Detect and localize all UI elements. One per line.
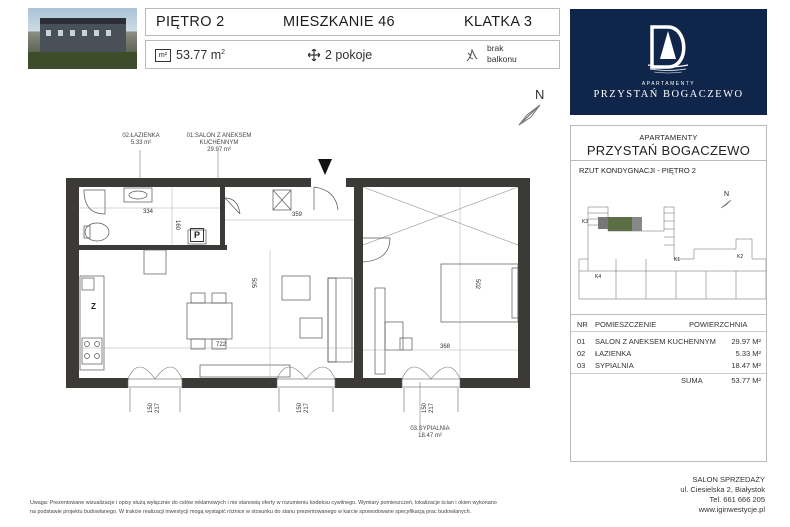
stove-letter: Z [91, 302, 96, 311]
mini-label-k2: K2 [737, 254, 744, 260]
sales-address: ul. Ciesielska 2, Białystok [680, 485, 765, 494]
table-header-room: POMIESZCZENIE [595, 320, 657, 329]
area-icon: m² [155, 49, 171, 62]
dim-bed-height: 502 [474, 278, 481, 290]
header-info-box [145, 40, 560, 69]
table-row-name: ŁAZIENKA [595, 349, 632, 358]
logo-large-text: PRZYSTAŃ BOGACZEWO [593, 89, 744, 100]
dim-bath-height: 160 [174, 219, 181, 231]
mini-compass-letter: N [724, 191, 730, 198]
panel-subtitle: RZUT KONDYGNACJI - PIĘTRO 2 [579, 166, 696, 175]
table-row-area: 5.33 M² [735, 349, 761, 358]
table-row-nr: 01 [577, 337, 586, 346]
balcony-line1: brak [487, 43, 504, 53]
hall-doors [225, 187, 390, 262]
table-header-area: POWIERZCHNIA [689, 320, 748, 329]
dim-bath-width: 334 [143, 209, 154, 215]
sales-title: SALON SPRZEDAŻY [692, 475, 765, 484]
window-shape [82, 30, 87, 36]
compass-arrow-icon [515, 103, 545, 129]
table-header-line [571, 331, 766, 332]
table-row-area: 18.47 M² [731, 361, 761, 370]
sales-phone: Tel. 661 666 205 [709, 495, 765, 504]
building-shape [40, 24, 126, 52]
area-value-text: 53.77 m [176, 48, 222, 62]
panel-divider [571, 160, 766, 161]
grass-shape [28, 52, 137, 69]
balcony-line2: balkonu [487, 54, 517, 64]
dim-win3-bottom: 217 [429, 402, 436, 414]
disclaimer [30, 499, 570, 517]
dim-win1-top: 150 [148, 402, 155, 414]
apartment-label: MIESZKANIE 46 [283, 14, 395, 30]
no-balcony-icon [464, 47, 480, 63]
brand-logo [570, 9, 767, 115]
table-row-name: SYPIALNIA [595, 361, 634, 370]
salon-label-name1: 01.SALON Z ANEKSEM [186, 133, 252, 139]
dim-win1-bottom: 217 [155, 402, 162, 414]
sales-website[interactable]: www.iginwestycje.pl [698, 505, 765, 514]
logo-small-text: APARTAMENTY [641, 81, 696, 87]
panel-brand-small: APARTAMENTY [639, 133, 698, 142]
kitchen-fixtures [80, 250, 352, 377]
stair-label: KLATKA 3 [464, 14, 533, 30]
bedroom-label-name: 03.SYPIALNIA [410, 426, 450, 432]
sales-office-info [580, 475, 765, 515]
table-row-nr: 03 [577, 361, 586, 370]
window-shape [46, 30, 51, 36]
table-sum-label: SUMA [681, 376, 703, 385]
table-row-nr: 02 [577, 349, 586, 358]
bathroom-label-name: 02.ŁAZIENKA [122, 133, 160, 139]
balcony-text [487, 43, 517, 65]
panel-brand-large: PRZYSTAŃ BOGACZEWO [586, 143, 751, 158]
rooms-value: 2 pokoje [325, 48, 373, 62]
floorplan-drawing [60, 150, 540, 435]
dim-bed-width: 368 [440, 344, 451, 350]
window-shape [70, 30, 75, 36]
parking-icon: P [190, 228, 204, 242]
salon-label-name2: KUCHENNYM [199, 140, 239, 146]
floor-label: PIĘTRO 2 [156, 14, 225, 30]
table-header-nr: NR [577, 320, 588, 329]
salon-label-area: 29.97 m² [207, 147, 231, 153]
building-thumbnail [28, 8, 137, 69]
walls [66, 178, 530, 388]
table-sum-line [571, 373, 766, 374]
disclaimer-line2: na podstawie projektu budowlanego. W trakcie realizacji inwestycji mogą wystąpić różnice w stosunku do stanu prezentowanego w karcie spowodowane specyfikacją prac budowlanych. [30, 509, 472, 515]
header-title-box [145, 8, 560, 36]
sail-logo-icon [642, 21, 694, 75]
bath-fixtures [84, 188, 206, 244]
window-shape [94, 30, 99, 36]
info-panel [570, 125, 767, 462]
table-row-name: SALON Z ANEKSEM KUCHENNYM [595, 337, 716, 346]
panel-divider-2 [571, 314, 766, 315]
disclaimer-line1: Uwaga: Prezentowane wizualizacje i opisy służą wyłącznie do celów reklamowych i nie stanowią oferty w rozumieniu kodeksu cywilnego. Wymiary pomieszczeń, lokalizacje ścian i okien wykonano [30, 500, 497, 506]
room-label-bathroom [111, 133, 171, 147]
rooms-icon [308, 49, 320, 61]
mini-label-k1: K1 [674, 257, 681, 263]
compass-letter: N [535, 87, 545, 102]
bedroom-label-area: 18.47 m² [418, 433, 442, 439]
windows [128, 367, 460, 412]
mini-label-k4: K4 [595, 274, 602, 280]
dim-salon-height: 505 [250, 277, 257, 289]
entrance-arrow-icon [318, 159, 332, 175]
mini-floor-map [576, 201, 766, 301]
area-value [176, 48, 225, 62]
window-shape [58, 30, 63, 36]
dim-hall-width: 359 [292, 212, 303, 218]
dim-win2-top: 150 [297, 402, 304, 414]
dim-win3-top: 150 [422, 402, 429, 414]
table-row-area: 29.97 M² [731, 337, 761, 346]
window-shape [106, 30, 111, 36]
dim-salon-width: 722 [216, 342, 227, 348]
dim-win2-bottom: 217 [304, 402, 311, 414]
table-sum-value: 53.77 M² [731, 376, 761, 385]
area-sup: 2 [221, 48, 226, 56]
mini-label-k3: K3 [582, 219, 589, 225]
bathroom-label-area: 5.33 m² [130, 140, 152, 146]
